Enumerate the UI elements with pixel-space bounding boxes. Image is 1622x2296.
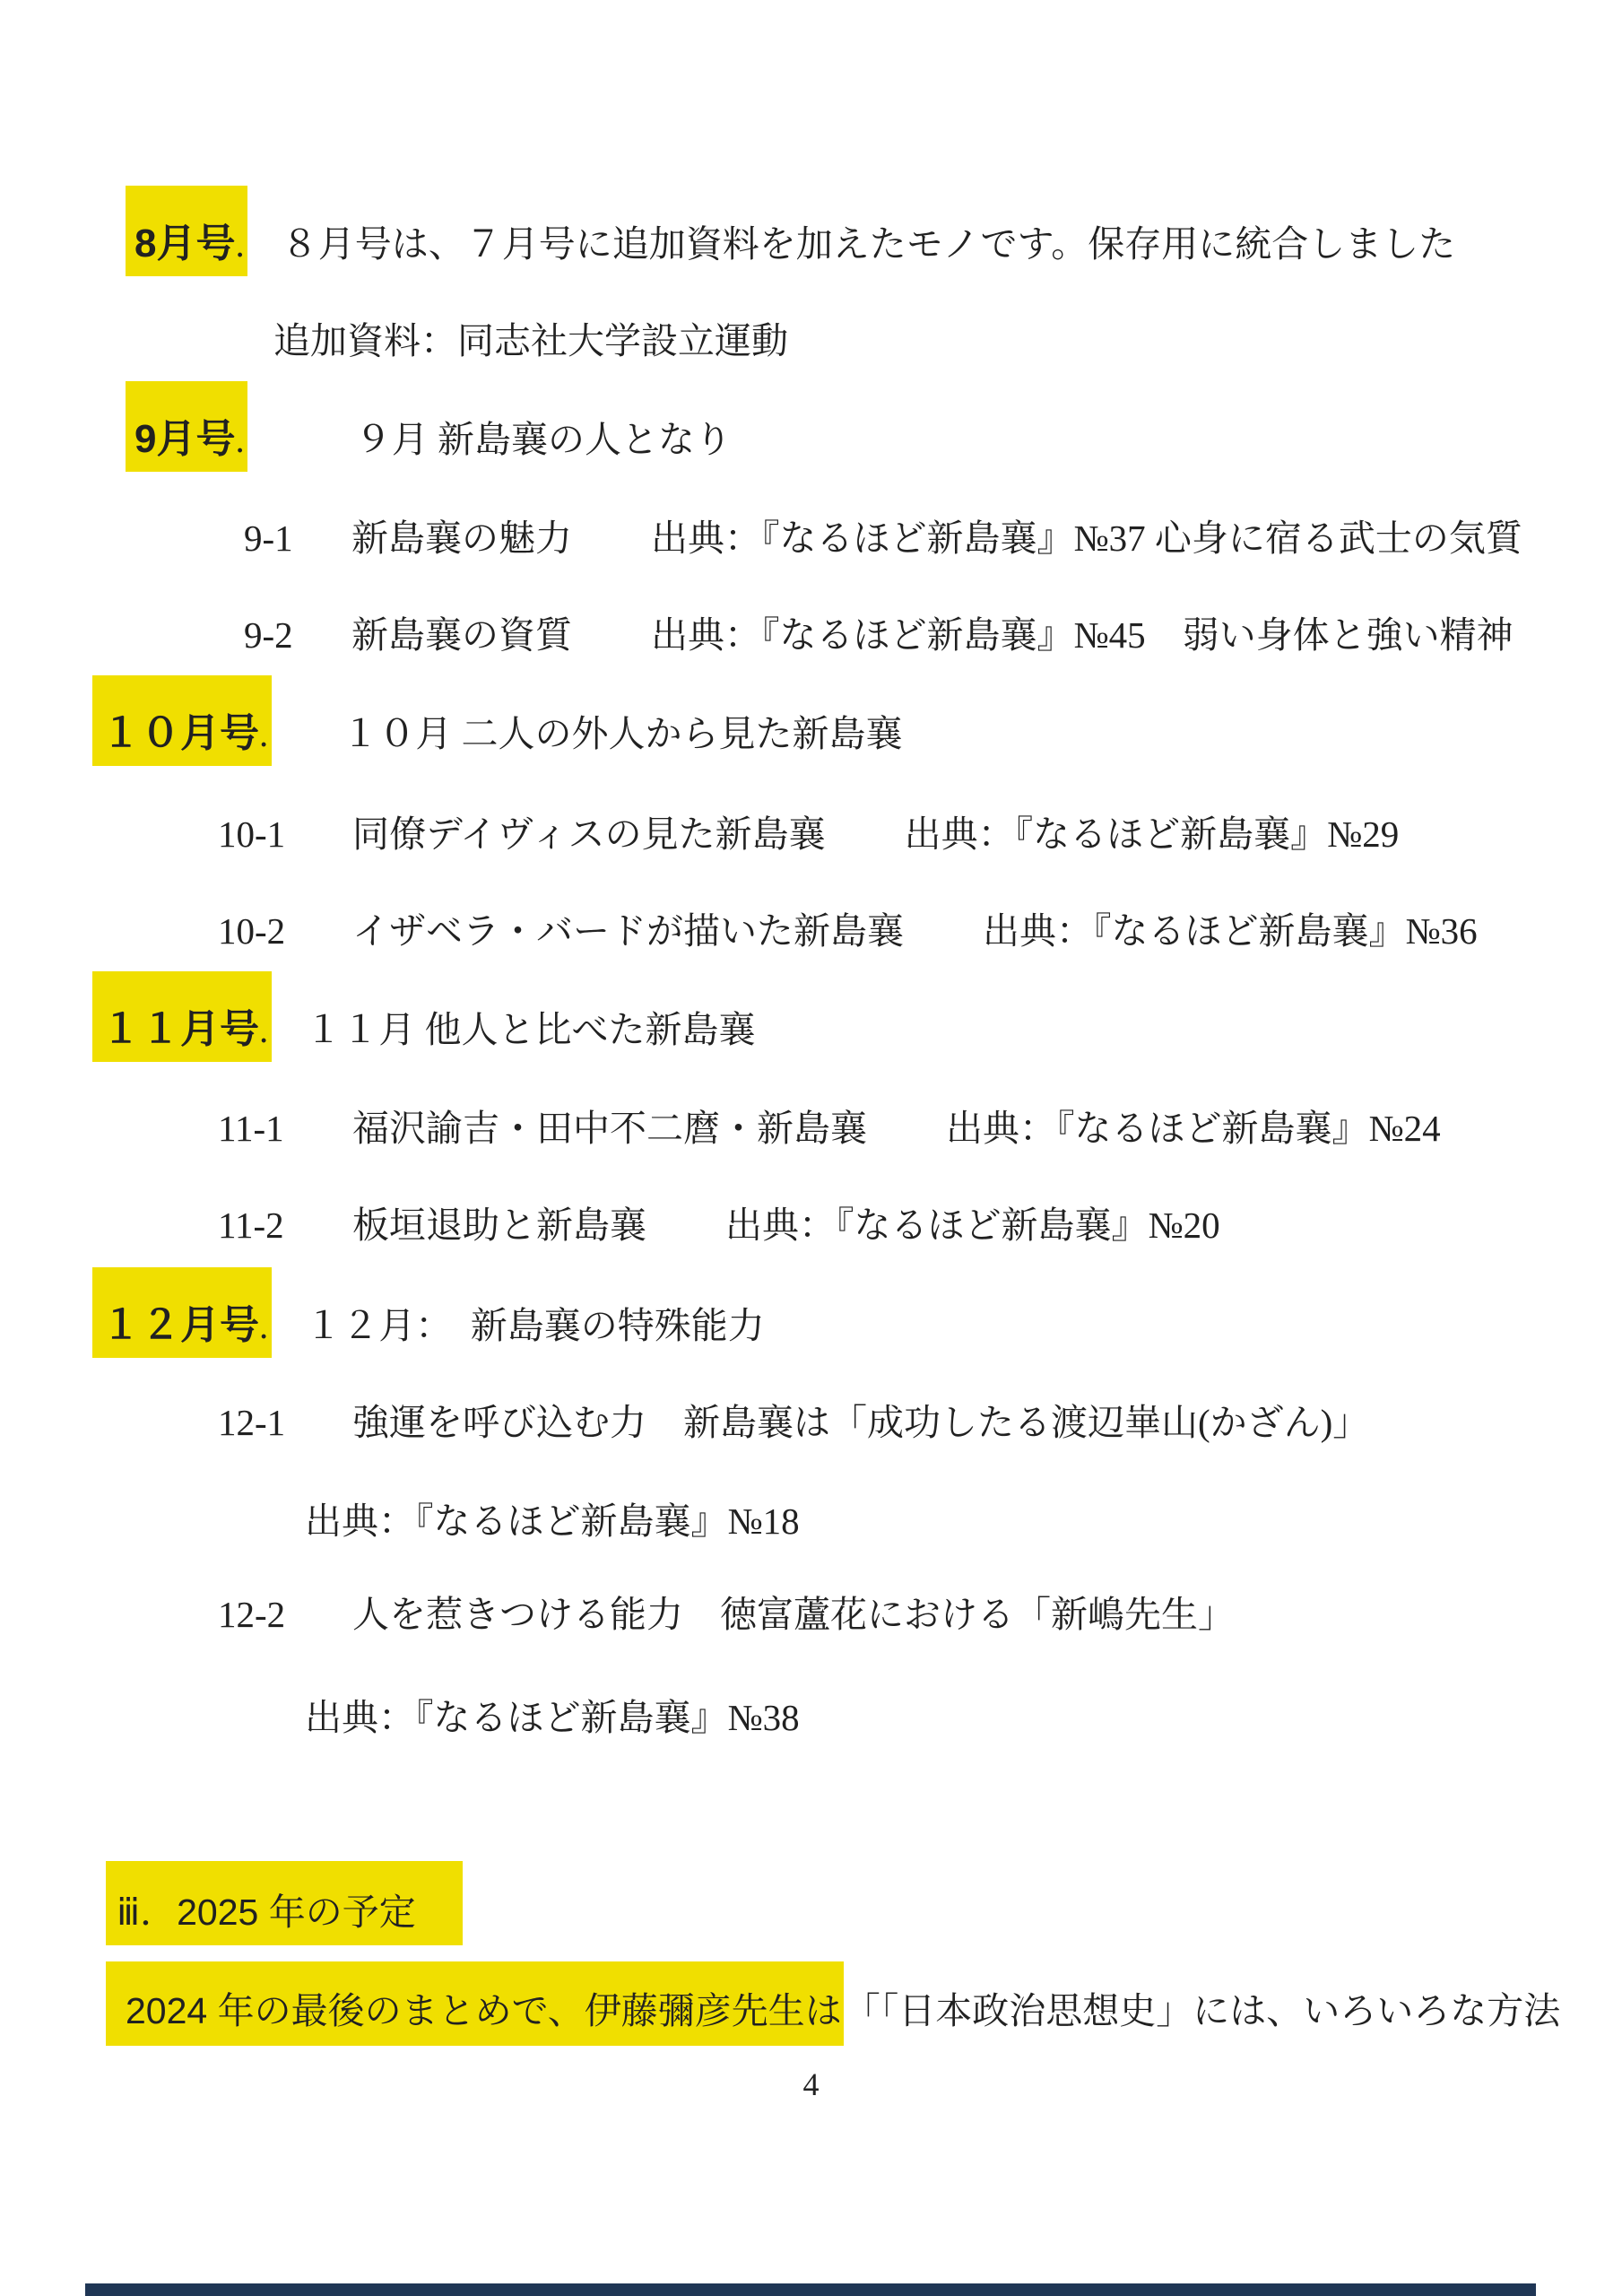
item-source: 出典：『なるほど新島襄』№37 心身に宿る武士の気質	[651, 517, 1522, 559]
item-title: 強運を呼び込む力 新島襄は「成功したる渡辺崋山(かざん)」	[352, 1402, 1370, 1443]
month-label-september: 9月号	[126, 381, 247, 472]
next-year-paragraph-rest: 「「日本政治思想史」には、いろいろな方法	[843, 1990, 1561, 2031]
toc-item-12-2	[218, 1589, 1235, 1639]
item-number: 10-1	[218, 813, 286, 855]
item-number: 12-2	[218, 1594, 286, 1635]
toc-item-12-2-source: 出典：『なるほど新島襄』№38	[305, 1697, 800, 1738]
toc-entry-october	[101, 709, 903, 759]
toc-item-12-1-source: 出典：『なるほど新島襄』№18	[305, 1500, 800, 1542]
item-number: 12-1	[218, 1402, 286, 1443]
toc-item-12-1	[218, 1397, 1369, 1448]
month-label-august: 8月号	[126, 186, 247, 276]
toc-item-11-2	[218, 1200, 1220, 1250]
item-source: 出典：『なるほど新島襄』№36	[983, 910, 1478, 952]
next-year-paragraph-highlight: 2024 年の最後のまとめで、伊藤彌彦先生は	[106, 1961, 844, 2046]
item-title: 福沢諭吉・田中不二麿・新島襄	[352, 1108, 867, 1149]
item-source: 出典：『なるほど新島襄』№20	[725, 1205, 1220, 1246]
toc-item-11-1	[218, 1103, 1441, 1153]
item-title: 新島襄の資質	[351, 614, 572, 656]
toc-entry-november-text: . １１月 他人と比べた新島襄	[259, 1009, 756, 1050]
next-year-section	[117, 1887, 463, 1937]
item-title: イザベラ・バードが描いた新島襄	[352, 910, 904, 952]
toc-entry-august-text: . ８月号は、７月号に追加資料を加えたモノです。保存用に統合しました	[235, 223, 1456, 265]
item-source: 出典：『なるほど新島襄』№29	[904, 813, 1400, 855]
month-label-october: １０月号	[92, 675, 272, 766]
item-number: 9-1	[244, 517, 293, 559]
toc-item-10-2	[218, 906, 1478, 956]
item-title: 同僚デイヴィスの見た新島襄	[352, 813, 826, 855]
toc-entry-august-detail: 追加資料：同志社大学設立運動	[273, 320, 788, 361]
item-source: 出典：『なるほど新島襄』№24	[946, 1108, 1441, 1149]
item-title: 新島襄の魅力	[351, 517, 572, 559]
toc-entry-november	[101, 1004, 756, 1055]
toc-entry-september-text: . ９月 新島襄の人となり	[235, 419, 732, 460]
toc-entry-august	[134, 219, 1455, 269]
item-source: 出典：『なるほど新島襄』№45 弱い身体と強い精神	[651, 614, 1514, 656]
bottom-edge-bar	[85, 2283, 1536, 2296]
item-number: 10-2	[218, 910, 286, 952]
next-year-heading: ⅲ．2025 年の予定	[106, 1861, 463, 1945]
next-year-paragraph	[126, 1986, 1560, 2036]
item-number: 9-2	[244, 614, 293, 656]
toc-entry-october-text: . １０月 二人の外人から見た新島襄	[259, 713, 903, 754]
toc-entry-december-text: . １２月： 新島襄の特殊能力	[259, 1305, 765, 1346]
item-number: 11-2	[218, 1205, 284, 1246]
toc-item-10-1	[218, 809, 1399, 859]
item-title: 人を惹きつける能力 徳富蘆花における「新嶋先生」	[352, 1594, 1235, 1635]
item-title: 板垣退助と新島襄	[352, 1205, 646, 1246]
toc-entry-december	[101, 1300, 765, 1351]
page-number: 4	[802, 2066, 820, 2102]
month-label-december: １２月号	[92, 1267, 272, 1358]
toc-entry-september	[134, 414, 732, 465]
month-label-november: １１月号	[92, 971, 272, 1062]
toc-item-9-2	[244, 610, 1514, 660]
item-number: 11-1	[218, 1108, 284, 1149]
toc-item-9-1	[244, 513, 1522, 563]
